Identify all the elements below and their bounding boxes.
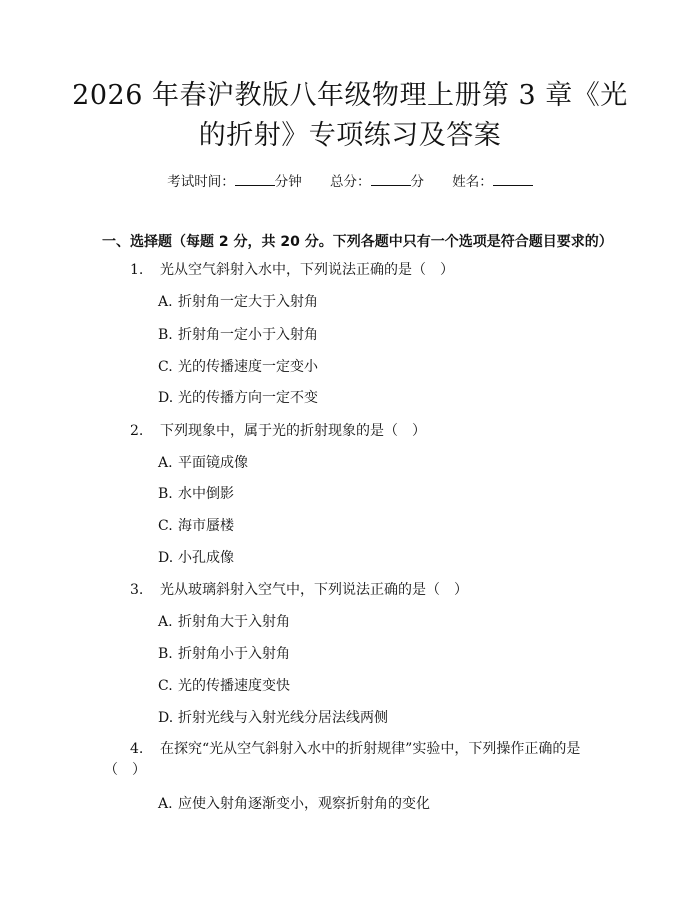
option-1c (158, 357, 318, 377)
option-letter: D. (158, 550, 174, 566)
option-text: 光的传播方向一定不变 (178, 390, 318, 406)
option-2a (158, 453, 248, 473)
option-1a (158, 292, 318, 312)
score-label: 总分： (330, 174, 371, 190)
question-4-continued: （ ） (104, 762, 146, 778)
option-letter: C. (158, 359, 173, 375)
question-2 (130, 421, 426, 441)
option-3d (158, 708, 388, 728)
title-line-1: 2026 年春沪教版八年级物理上册第 3 章《光 (72, 80, 628, 111)
option-text: 小孔成像 (178, 550, 234, 566)
question-number: 2. (130, 423, 144, 439)
option-letter: D. (158, 710, 174, 726)
time-field (167, 174, 306, 190)
option-text: 光的传播速度一定变小 (178, 359, 318, 375)
option-3c (158, 676, 290, 696)
option-letter: D. (158, 390, 174, 406)
exam-meta (0, 170, 700, 190)
option-1b (158, 325, 318, 345)
name-field (452, 174, 533, 190)
option-1d (158, 388, 318, 408)
question-number: 4. (130, 741, 144, 757)
time-label: 考试时间： (167, 174, 235, 190)
option-text: 折射角小于入射角 (178, 646, 290, 662)
score-blank (371, 173, 411, 186)
time-blank (235, 173, 275, 186)
section-heading: 一、选择题（每题 2 分，共 20 分。下列各题中只有一个选项是符合题目要求的） (102, 234, 613, 250)
option-letter: C. (158, 518, 173, 534)
option-text: 海市蜃楼 (178, 518, 234, 534)
option-text: 折射角一定小于入射角 (178, 327, 318, 343)
option-2c (158, 516, 234, 536)
question-1 (130, 260, 454, 280)
question-text: 光从空气斜射入水中，下列说法正确的是（ ） (160, 262, 454, 278)
name-blank (493, 173, 533, 186)
option-text: 平面镜成像 (178, 455, 248, 471)
option-letter: A. (158, 294, 173, 310)
option-letter: A. (158, 614, 173, 630)
option-text: 水中倒影 (178, 486, 234, 502)
option-text: 应使入射角逐渐变小，观察折射角的变化 (178, 796, 430, 812)
page-title (60, 76, 640, 156)
question-3 (130, 580, 468, 600)
option-letter: C. (158, 678, 173, 694)
score-unit: 分 (410, 174, 424, 190)
option-2b (158, 484, 234, 504)
question-text: 下列现象中，属于光的折射现象的是（ ） (160, 423, 426, 439)
option-letter: A. (158, 796, 173, 812)
option-3b (158, 644, 290, 664)
option-text: 光的传播速度变快 (178, 678, 290, 694)
option-4a (158, 794, 430, 814)
option-2d (158, 548, 234, 568)
option-letter: A. (158, 455, 173, 471)
score-field (330, 174, 428, 190)
time-unit: 分钟 (274, 174, 302, 190)
option-text: 折射角一定大于入射角 (178, 294, 318, 310)
question-number: 1. (130, 262, 144, 278)
name-label: 姓名： (452, 174, 493, 190)
question-text: 在探究“光从空气斜射入水中的折射规律”实验中，下列操作正确的是 (160, 741, 581, 757)
option-3a (158, 612, 290, 632)
question-4 (130, 739, 580, 759)
question-number: 3. (130, 582, 144, 598)
option-letter: B. (158, 327, 173, 343)
option-text: 折射角大于入射角 (178, 614, 290, 630)
option-letter: B. (158, 486, 173, 502)
title-line-2: 的折射》专项练习及答案 (198, 120, 502, 151)
option-text: 折射光线与入射光线分居法线两侧 (178, 710, 388, 726)
option-letter: B. (158, 646, 173, 662)
question-text: 光从玻璃斜射入空气中，下列说法正确的是（ ） (160, 582, 468, 598)
